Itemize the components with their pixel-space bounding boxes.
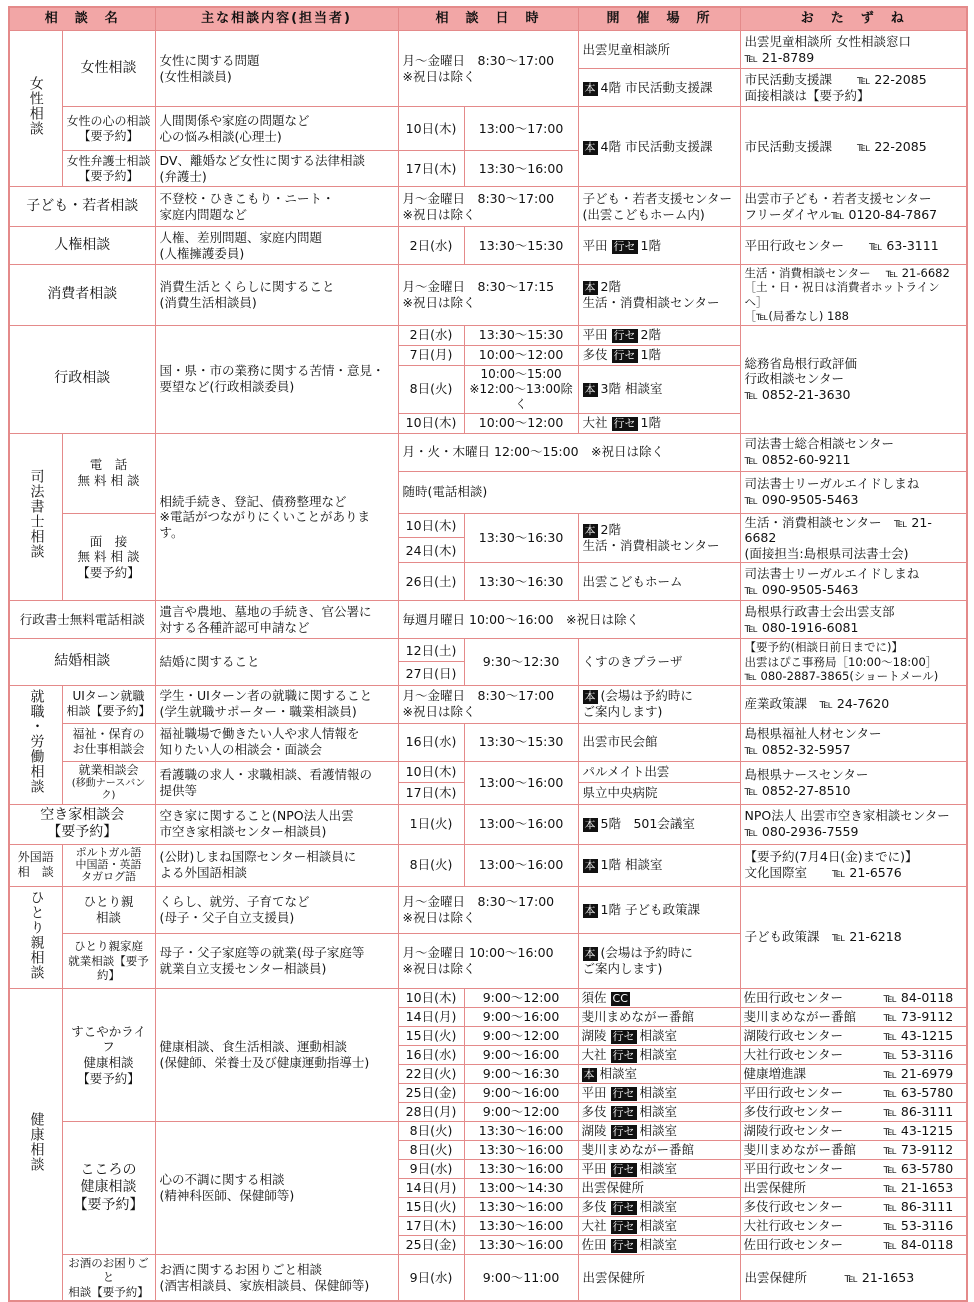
row-contact: 産業政策課 ℡ 24-7620	[740, 685, 967, 723]
table-row	[9, 685, 967, 723]
gyosei-center-tag: 行セ	[613, 329, 636, 342]
table-row	[9, 187, 967, 227]
row-time: 13:30～16:00	[464, 1198, 578, 1217]
place-tag: 本	[583, 1068, 595, 1081]
row-contact: 市民活動支援課 ℡ 22-2085	[740, 107, 967, 187]
row-day: 27日(日)	[398, 662, 464, 685]
group-women: 女性相談	[9, 31, 62, 187]
row-name: 行政相談	[9, 325, 155, 433]
row-content: お酒に関するお困りごと相談 (酒害相談員、家族相談員、保健師等)	[155, 1255, 398, 1302]
row-name: 女性相談	[62, 31, 155, 107]
row-place: 出雲児童相談所	[578, 31, 740, 69]
honcho-tag: 本	[584, 81, 596, 95]
row-time: 13:30～16:30	[464, 513, 578, 563]
table-row	[9, 513, 967, 538]
row-content: 不登校・ひきこもり・ニート・ 家庭内問題など	[155, 187, 398, 227]
row-place: 本 2階 生活・消費相談センター	[578, 513, 740, 563]
row-time: 9:00～11:00	[464, 1255, 578, 1302]
row-day: 9日(水)	[398, 1255, 464, 1302]
table-row	[9, 107, 967, 151]
row-day: 1日(火)	[398, 804, 464, 844]
row-place: 斐川まめながー番館	[578, 1008, 740, 1027]
row-time: 9:00～12:00	[464, 989, 578, 1008]
row-place: 佐田 行セ 相談室	[578, 1236, 740, 1255]
row-time: 13:00～16:00	[464, 844, 578, 886]
row-place: 本 4階 市民活動支援課	[578, 69, 740, 107]
row-place: 平田 行セ 1階	[578, 227, 740, 265]
table-row	[9, 1122, 967, 1141]
row-place: 出雲保健所	[578, 1255, 740, 1302]
row-place: 子ども・若者支援センター (出雲こどもホーム内)	[578, 187, 740, 227]
place-tag: 行セ	[612, 1220, 635, 1233]
row-contact: 出雲保健所 ℡ 21-1653	[740, 1179, 967, 1198]
row-contact: 健康増進課 ℡ 21-6979	[740, 1065, 967, 1084]
row-name: ひとり親家庭 就業相談【要予約】	[62, 934, 155, 989]
honcho-tag: 本	[584, 690, 596, 704]
row-content: 人権、差別問題、家庭内問題 (人権擁護委員)	[155, 227, 398, 265]
row-time: 13:00～14:30	[464, 1179, 578, 1198]
row-content: 空き家に関すること(NPO法人出雲 市空き家相談センター相談員)	[155, 804, 398, 844]
row-day: 8日(火)	[398, 1141, 464, 1160]
row-day: 8日(火)	[398, 844, 464, 886]
row-place: 多伎 行セ 相談室	[578, 1103, 740, 1122]
header-name: 相 談 名	[9, 7, 155, 31]
row-day: 10日(木)	[398, 513, 464, 538]
row-place: 大社 行セ 1階	[578, 413, 740, 433]
row-contact: 生活・消費相談センター ℡ 21-6682 (面接担当:島根県司法書士会)	[740, 513, 967, 563]
row-contact: NPO法人 出雲市空き家相談センター ℡ 080-2936-7559	[740, 804, 967, 844]
row-contact: 大社行政センター ℡ 53-3116	[740, 1217, 967, 1236]
row-date: 月・火・木曜日 12:00～15:00 ※祝日は除く	[398, 433, 740, 471]
place-tag: 行セ	[612, 1049, 635, 1062]
row-place: 大社 行セ 相談室	[578, 1046, 740, 1065]
row-content: 看護職の求人・求職相談、看護情報の 提供等	[155, 761, 398, 804]
row-contact: 出雲市子ども・若者支援センター フリーダイヤル℡ 0120-84-7867	[740, 187, 967, 227]
table-row	[9, 723, 967, 761]
row-day: 14日(月)	[398, 1008, 464, 1027]
table-row	[9, 325, 967, 345]
row-place: 大社 行セ 相談室	[578, 1217, 740, 1236]
row-name: お酒のお困りごと 相談【要予約】	[62, 1255, 155, 1302]
row-content: DV、離婚など女性に関する法律相談 (弁護士)	[155, 151, 398, 187]
row-place: 出雲市民会館	[578, 723, 740, 761]
table-row	[9, 886, 967, 934]
row-time: 13:30～15:30	[464, 227, 578, 265]
honcho-tag: 本	[584, 383, 596, 396]
header-date: 相 談 日 時	[398, 7, 578, 31]
row-name: こころの 健康相談 【要予約】	[62, 1122, 155, 1255]
group-shushoku: 就職・労働相談	[9, 685, 62, 804]
row-contact: 司法書士総合相談センター ℡ 0852-60-9211	[740, 433, 967, 471]
row-place: 本 3階 相談室	[578, 365, 740, 413]
table-row	[9, 989, 967, 1008]
row-time: 9:00～16:30	[464, 1065, 578, 1084]
table-row	[9, 601, 967, 639]
row-name: 面 接 無 料 相 談 【要予約】	[62, 513, 155, 601]
row-contact: 司法書士リーガルエイドしまね ℡ 090-9505-5463	[740, 563, 967, 601]
group-kenko: 健康相談	[9, 989, 62, 1302]
row-day: 2日(水)	[398, 325, 464, 345]
row-contact: 【要予約(7月4日(金)までに)】 文化国際室 ℡ 21-6576	[740, 844, 967, 886]
row-time: 13:30～16:00	[464, 1217, 578, 1236]
group-shiho: 司法書士相談	[9, 433, 62, 601]
row-time: 13:30～16:00	[464, 1122, 578, 1141]
row-place: 本 1階 子ども政策課	[578, 886, 740, 934]
row-place: 多伎 行セ 1階	[578, 345, 740, 365]
row-name: 空き家相談会 【要予約】	[9, 804, 155, 844]
row-day: 12日(土)	[398, 639, 464, 662]
row-day: 25日(金)	[398, 1236, 464, 1255]
row-contact: 多伎行政センター ℡ 86-3111	[740, 1198, 967, 1217]
row-date: 月～金曜日 8:30～17:00 ※祝日は除く	[398, 685, 578, 723]
row-contact: 多伎行政センター ℡ 86-3111	[740, 1103, 967, 1122]
row-place: 本 5階 501会議室	[578, 804, 740, 844]
row-day: 17日(木)	[398, 783, 464, 805]
row-name: 女性の心の相談 【要予約】	[62, 107, 155, 151]
honcho-tag: 本	[584, 524, 596, 538]
honcho-tag: 本	[584, 280, 596, 294]
row-day: 16日(水)	[398, 723, 464, 761]
row-day: 28日(月)	[398, 1103, 464, 1122]
row-date: 随時(電話相談)	[398, 471, 740, 513]
row-time: 9:00～16:00	[464, 1084, 578, 1103]
row-name: 電 話 無 料 相 談	[62, 433, 155, 513]
row-content: 消費生活とくらしに関すること (消費生活相談員)	[155, 265, 398, 326]
place-tag: 行セ	[612, 1087, 635, 1100]
row-contact: 総務省島根行政評価 行政相談センター ℡ 0852-21-3630	[740, 325, 967, 433]
row-content: 母子・父子家庭等の就業(母子家庭等 就業自立支援センター相談員)	[155, 934, 398, 989]
row-place: 湖陵 行セ 相談室	[578, 1027, 740, 1046]
row-place: パルメイト出雲	[578, 761, 740, 783]
row-time: 9:00～12:00	[464, 1103, 578, 1122]
row-date: 月～金曜日 8:30～17:00 ※祝日は除く	[398, 31, 578, 107]
row-contact: 出雲保健所 ℡ 21-1653	[740, 1255, 967, 1302]
row-name: UIターン就職 相談【要予約】	[62, 685, 155, 723]
table-row	[9, 639, 967, 662]
row-contact: 出雲児童相談所 女性相談窓口 ℡ 21-8789	[740, 31, 967, 69]
row-name: 行政書士無料電話相談	[9, 601, 155, 639]
row-time: 13:00～16:00	[464, 804, 578, 844]
row-time: 13:30～15:30	[464, 325, 578, 345]
honcho-tag: 本	[584, 859, 596, 872]
header-place: 開 催 場 所	[578, 7, 740, 31]
row-content: 相続手続き、登記、債務整理など ※電話がつながりにくいことがあります。	[155, 433, 398, 601]
row-time: 13:30～16:00	[464, 1160, 578, 1179]
row-place: 本 2階 生活・消費相談センター	[578, 265, 740, 326]
row-day: 9日(水)	[398, 1160, 464, 1179]
row-contact: 大社行政センター ℡ 53-3116	[740, 1046, 967, 1065]
row-place: 本 (会場は予約時に ご案内します)	[578, 685, 740, 723]
row-contact: 斐川まめながー番館 ℡ 73-9112	[740, 1008, 967, 1027]
place-tag: 行セ	[612, 1201, 635, 1214]
row-contact: 平田行政センター ℡ 63-3111	[740, 227, 967, 265]
row-place: 多伎 行セ 相談室	[578, 1198, 740, 1217]
row-place: 平田 行セ 相談室	[578, 1160, 740, 1179]
row-day: 2日(水)	[398, 227, 464, 265]
gyosei-center-tag: 行セ	[613, 417, 636, 430]
row-content: 人間関係や家庭の問題など 心の悩み相談(心理士)	[155, 107, 398, 151]
honcho-tag: 本	[584, 903, 596, 917]
row-contact: 湖陵行政センター ℡ 43-1215	[740, 1027, 967, 1046]
row-day: 17日(木)	[398, 1217, 464, 1236]
place-tag: 行セ	[612, 1239, 635, 1252]
row-day: 26日(土)	[398, 563, 464, 601]
row-day: 14日(月)	[398, 1179, 464, 1198]
row-contact: 湖陵行政センター ℡ 43-1215	[740, 1122, 967, 1141]
row-contact: 子ども政策課 ℡ 21-6218	[740, 886, 967, 989]
row-content: 学生・UIターン者の就職に関すること (学生就職サポーター・職業相談員)	[155, 685, 398, 723]
row-name: 女性弁護士相談 【要予約】	[62, 151, 155, 187]
row-time: 9:00～16:00	[464, 1046, 578, 1065]
row-time: 13:00～17:00	[464, 107, 578, 151]
honcho-tag: 本	[584, 947, 596, 961]
row-content: 健康相談、食生活相談、運動相談 (保健師、栄養士及び健康運動指導士)	[155, 989, 398, 1122]
row-place: 本 1階 相談室	[578, 844, 740, 886]
row-content: 福祉職場で働きたい人や求人情報を 知りたい人の相談会・面談会	[155, 723, 398, 761]
row-content: 心の不調に関する相談 (精神科医師、保健師等)	[155, 1122, 398, 1255]
row-time: 10:00～12:00	[464, 345, 578, 365]
place-tag: CC	[612, 992, 628, 1005]
row-place: 本 相談室	[578, 1065, 740, 1084]
row-day: 15日(火)	[398, 1198, 464, 1217]
gyosei-center-tag: 行セ	[613, 349, 636, 362]
row-place: 斐川まめながー番館	[578, 1141, 740, 1160]
row-name: 就業相談会 (移動ナースバンク)	[62, 761, 155, 804]
row-time: 9:00～16:00	[464, 1008, 578, 1027]
row-group: 外国語 相 談	[9, 844, 62, 886]
row-contact: 生活・消費相談センター ℡ 21-6682 ［土・日・祝日は消費者ホットラインへ］ ［℡(局番なし) 188	[740, 265, 967, 326]
row-date: 毎週月曜日 10:00～16:00 ※祝日は除く	[398, 601, 740, 639]
row-contact: 平田行政センター ℡ 63-5780	[740, 1084, 967, 1103]
row-date: 月～金曜日 8:30～17:15 ※祝日は除く	[398, 265, 578, 326]
table-row	[9, 433, 967, 471]
row-place: 須佐 CC	[578, 989, 740, 1008]
place-tag: 行セ	[612, 1030, 635, 1043]
row-time: 13:30～16:30	[464, 563, 578, 601]
row-contact: 佐田行政センター ℡ 84-0118	[740, 989, 967, 1008]
row-contact: 平田行政センター ℡ 63-5780	[740, 1160, 967, 1179]
honcho-tag: 本	[584, 140, 596, 154]
row-day: 15日(火)	[398, 1027, 464, 1046]
row-name: 福祉・保育の お仕事相談会	[62, 723, 155, 761]
row-time: 10:00～12:00	[464, 413, 578, 433]
row-date: 月～金曜日 10:00～16:00 ※祝日は除く	[398, 934, 578, 989]
row-name: 子ども・若者相談	[9, 187, 155, 227]
row-day: 8日(火)	[398, 365, 464, 413]
row-content: 国・県・市の業務に関する苦情・意見・ 要望など(行政相談委員)	[155, 325, 398, 433]
row-name: 人権相談	[9, 227, 155, 265]
header-row	[9, 7, 967, 31]
header-contact: お た ず ね	[740, 7, 967, 31]
consultation-schedule-table	[8, 6, 968, 1302]
row-day: 10日(木)	[398, 989, 464, 1008]
row-place: 出雲こどもホーム	[578, 563, 740, 601]
row-day: 10日(木)	[398, 761, 464, 783]
row-contact: 島根県行政書士会出雲支部 ℡ 080-1916-6081	[740, 601, 967, 639]
table-row	[9, 804, 967, 844]
row-contact: 島根県福祉人材センター ℡ 0852-32-5957	[740, 723, 967, 761]
row-time: 13:30～16:00	[464, 151, 578, 187]
row-time: 10:00～15:00 ※12:00～13:00除く	[464, 365, 578, 413]
row-name: すこやかライフ 健康相談 【要予約】	[62, 989, 155, 1122]
row-name: 結婚相談	[9, 639, 155, 685]
place-tag: 行セ	[612, 1106, 635, 1119]
row-contact: 市民活動支援課 ℡ 22-2085 面接相談は【要予約】	[740, 69, 967, 107]
honcho-tag: 本	[584, 818, 596, 831]
row-place: 出雲保健所	[578, 1179, 740, 1198]
row-time: 13:30～15:30	[464, 723, 578, 761]
table-row	[9, 1255, 967, 1302]
row-day: 10日(木)	[398, 413, 464, 433]
row-contact: 斐川まめながー番館 ℡ 73-9112	[740, 1141, 967, 1160]
row-contact: 島根県ナースセンター ℡ 0852-27-8510	[740, 761, 967, 804]
table-row	[9, 761, 967, 783]
table-row	[9, 844, 967, 886]
row-time: 13:30～16:00	[464, 1236, 578, 1255]
row-place: 平田 行セ 相談室	[578, 1084, 740, 1103]
table-row	[9, 31, 967, 69]
row-day: 16日(水)	[398, 1046, 464, 1065]
header-content: 主な相談内容(担当者)	[155, 7, 398, 31]
row-time: 9:00～12:00	[464, 1027, 578, 1046]
row-day: 8日(火)	[398, 1122, 464, 1141]
row-day: 17日(木)	[398, 151, 464, 187]
row-place: くすのきプラーザ	[578, 639, 740, 685]
row-content: 女性に関する問題 (女性相談員)	[155, 31, 398, 107]
row-place: 湖陵 行セ 相談室	[578, 1122, 740, 1141]
row-time: 9:30～12:30	[464, 639, 578, 685]
table-row	[9, 227, 967, 265]
row-day: 24日(木)	[398, 538, 464, 563]
row-content: 結婚に関すること	[155, 639, 398, 685]
health-section	[9, 989, 967, 1302]
row-time: 13:30～16:00	[464, 1141, 578, 1160]
row-content: (公財)しまね国際センター相談員に よる外国語相談	[155, 844, 398, 886]
group-hitorioya: ひとり親相談	[9, 886, 62, 989]
row-name: ポルトガル語 中国語・英語 タガログ語	[62, 844, 155, 886]
place-tag: 行セ	[612, 1125, 635, 1138]
row-contact: 佐田行政センター ℡ 84-0118	[740, 1236, 967, 1255]
row-contact: 【要予約(相談日前日までに)】 出雲はぴこ事務局［10:00～18:00］ ℡ 080-2887-3865(ショートメール)	[740, 639, 967, 685]
row-day: 10日(木)	[398, 107, 464, 151]
row-day: 22日(火)	[398, 1065, 464, 1084]
row-day: 25日(金)	[398, 1084, 464, 1103]
row-content: くらし、就労、子育てなど (母子・父子自立支援員)	[155, 886, 398, 934]
row-content: 遺言や農地、墓地の手続き、官公署に 対する各種許認可申請など	[155, 601, 398, 639]
row-place: 平田 行セ 2階	[578, 325, 740, 345]
row-contact: 司法書士リーガルエイドしまね ℡ 090-9505-5463	[740, 471, 967, 513]
row-time: 13:00～16:00	[464, 761, 578, 804]
row-place: 県立中央病院	[578, 783, 740, 805]
row-name: 消費者相談	[9, 265, 155, 326]
row-date: 月～金曜日 8:30～17:00 ※祝日は除く	[398, 886, 578, 934]
row-place: 本 (会場は予約時に ご案内します)	[578, 934, 740, 989]
gyosei-center-tag: 行セ	[613, 239, 636, 253]
row-date: 月～金曜日 8:30～17:00 ※祝日は除く	[398, 187, 578, 227]
row-day: 7日(月)	[398, 345, 464, 365]
row-place: 本 4階 市民活動支援課	[578, 107, 740, 187]
row-name: ひとり親 相談	[62, 886, 155, 934]
table-row	[9, 265, 967, 326]
place-tag: 行セ	[612, 1163, 635, 1176]
